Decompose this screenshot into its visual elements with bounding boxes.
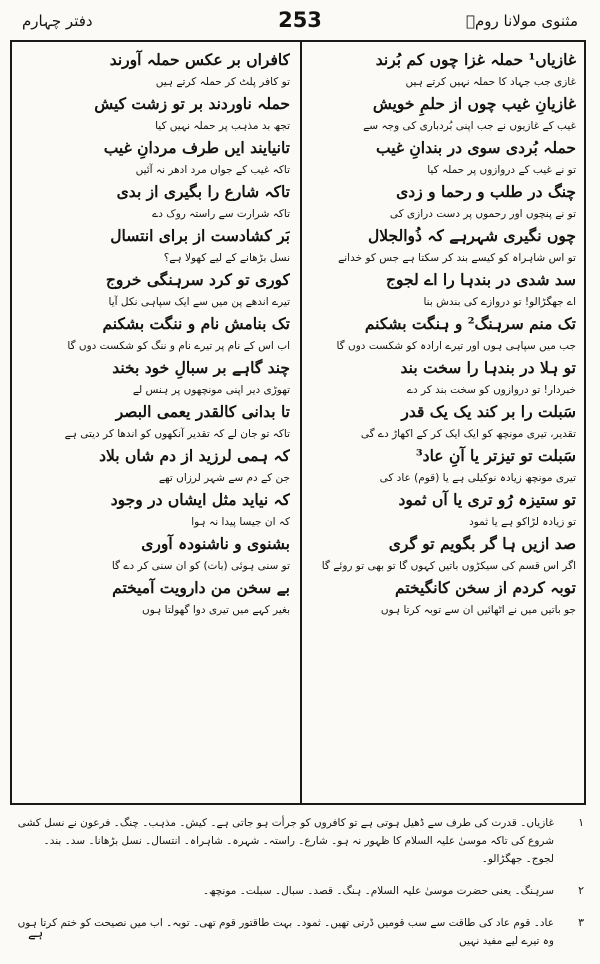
translation-line: تاکہ غیب کے جواں مرد ادھر نہ آئیں <box>135 164 290 176</box>
verse-line: تک بنامش نام و ننگت بشکنم <box>102 314 290 333</box>
footnote <box>16 882 584 900</box>
verse-line: تک منم سرہنگ² و ہنگت بشکنم <box>364 314 576 333</box>
translation-line: تو سنی ہوئی (بات) کو ان سنی کر دے گا <box>111 560 290 572</box>
footnote-text: عاد۔ قوم عاد کی طاقت سے سب قومیں ڈرتی تھیں۔ ثمود۔ بہت طاقتور قوم تھی۔ توبہ۔ اب میں نصیحت کو ختم کرتا ہوں وہ تیرے لیے مفید نہیں <box>17 917 554 947</box>
catchword: ہے <box>28 926 44 941</box>
column-divider <box>300 42 302 803</box>
verse-line: صد ازیں ہا گر بگویم تو گری <box>388 534 576 553</box>
footnote-text: غازیاں۔ قدرت کی طرف سے ڈھیل ہوتی ہے تو کافروں کو جرأت ہو جاتی ہے۔ کیش۔ مذہب۔ چنگ۔ فرعون نے نسل کشی شروع کی تاکہ موسیٰ علیہ السلام کا ظہور نہ ہو۔ شارع۔ راستہ۔ شہرہ۔ شاہراہ۔ انتسال۔ نسل بڑھانا۔ سد۔ بند۔ لجوج۔ جھگڑالو۔ <box>17 817 554 865</box>
translation-line: تو اس شاہراہ کو کیسے بند کر سکتا ہے جس کو خدانے <box>338 252 576 264</box>
verse-line: غازیاں¹ حملہ غزا چوں کم بُرند <box>375 50 576 69</box>
verse-line: سَبلت را بر کند یک یک قدر <box>401 402 576 421</box>
verse-line: سَبلت تو تیزتر یا آنِ عاد³ <box>415 446 576 465</box>
translation-line: تجھ بد مذہب پر حملہ نہیں کیا <box>155 120 290 132</box>
translation-line: نسل بڑھانے کے لیے کھولا ہے؟ <box>163 252 290 264</box>
verse-line: حملہ بُردی سوی در بندانِ غیب <box>376 138 576 157</box>
translation-line: تو کافر پلٹ کر حملہ کرتے ہیں <box>155 76 290 88</box>
verse-line: چوں نگیری شہرہے کہ ذُوالجلال <box>368 226 576 245</box>
translation-line: تیری مونچھ زیادہ نوکیلی ہے یا (قوم) عاد کی <box>379 472 576 484</box>
verse-line: چند گاہے بر سبالِ خود بخند <box>112 358 290 377</box>
translation-line: تاکہ تو جان لے کہ تقدیر آنکھوں کو اندھا کر دیتی ہے <box>64 428 290 440</box>
page-header <box>22 6 578 40</box>
footnote-text: سرہنگ۔ یعنی حضرت موسیٰ علیہ السلام۔ ہنگ۔ قصد۔ سبال۔ سبلت۔ مونچھ۔ <box>202 885 554 897</box>
section-title: دفتر چہارم <box>22 12 93 30</box>
translation-line: تو نے پنچوں اور رحموں پر دست درازی کی <box>389 208 576 220</box>
verse-line: غازیانِ غیب چوں از حلمِ خویش <box>372 94 576 113</box>
right-column <box>306 48 576 620</box>
verse-line: کوری تو کرد سرہنگی خروج <box>105 270 290 289</box>
footnote-marker: ۱ <box>578 816 584 829</box>
translation-line: غازی جب جہاد کا حملہ نہیں کرتے ہیں <box>405 76 576 88</box>
translation-line: جن کے دم سے شہر لرزاں تھے <box>158 472 290 484</box>
footnote <box>16 914 584 950</box>
translation-line: تیرے اندھے پن میں سے ایک سپاہی نکل آیا <box>108 296 290 308</box>
verse-line: تو ہلا در بندہا را سخت بند <box>400 358 576 377</box>
verse-line: حملہ ناوردند بر تو زشت کیش <box>94 94 290 113</box>
translation-line: اب اس کے نام پر تیرے نام و ننگ کو شکست دوں گا <box>67 340 290 352</box>
translation-line: خبردار! تو دروازوں کو سخت بند کر دے <box>406 384 576 396</box>
verse-line: کہ ہمی لرزید از دم شاں بلاد <box>99 446 290 465</box>
verse-line: توبہ کردم از سخن کانگیختم <box>395 578 576 597</box>
verse-line: تانیایند ایں طرف مردانِ غیب <box>103 138 290 157</box>
verse-line: بشنوی و ناشنودہ آوری <box>141 534 290 553</box>
book-title: مثنوی مولانا رومؒ <box>466 12 578 30</box>
translation-line: اے جھگڑالو! تو دروازے کی بندش بنا <box>423 296 576 308</box>
translation-line: غیب کے غازیوں نے جب اپنی بُردباری کی وجہ سے <box>363 120 576 132</box>
verse-line: بے سخن من دارویت آمیختم <box>112 578 290 597</box>
translation-line: تقدیر، تیری مونچھ کو ایک ایک کر کے اکھاڑ دے گی <box>360 428 576 440</box>
verse-line: بَر کشادست از برای انتسال <box>110 226 290 245</box>
footnote-marker: ۳ <box>578 916 584 929</box>
translation-line: تو نے غیب کے دروازوں پر حملہ کیا <box>427 164 576 176</box>
translation-line: جو باتیں میں نے اٹھائیں ان سے توبہ کرتا ہوں <box>380 604 576 616</box>
translation-line: تھوڑی دیر اپنی مونچھوں پر ہنس لے <box>132 384 290 396</box>
translation-line: جب میں سپاہی ہوں اور تیرے ارادہ کو شکست دوں گا <box>336 340 576 352</box>
translation-line: اگر اس قسم کی سیکڑوں باتیں کہوں گا تو بھی تو روئے گا <box>321 560 576 572</box>
verse-frame <box>10 40 586 805</box>
verse-line: چنگ در طلب و رحما و زدی <box>396 182 576 201</box>
verse-line: تاکہ شارع را بگیری از بدی <box>116 182 290 201</box>
footnotes <box>16 814 584 964</box>
translation-line: تو زیادہ لڑاکو ہے یا ثمود <box>469 516 576 528</box>
verse-line: سد شدی در بندہا را اے لجوج <box>386 270 576 289</box>
left-column <box>20 48 290 620</box>
verse-line: کہ نیاید مثل ایشاں در وجود <box>110 490 290 509</box>
translation-line: تاکہ شرارت سے راستہ روک دے <box>152 208 290 220</box>
translation-line: بغیر کہے میں تیری دوا گھولتا ہوں <box>142 604 290 616</box>
verse-line: کافراں بر عکس حملہ آورند <box>109 50 290 69</box>
verse-line: تو ستیزہ رُو تری یا آں ثمود <box>398 490 576 509</box>
footnote <box>16 814 584 868</box>
footnote-marker: ۲ <box>578 884 584 897</box>
translation-line: کہ ان جیسا پیدا نہ ہوا <box>191 516 290 528</box>
page-number: 253 <box>278 8 322 32</box>
verse-line: تا بدانی کالقدر یعمی البصر <box>115 402 290 421</box>
